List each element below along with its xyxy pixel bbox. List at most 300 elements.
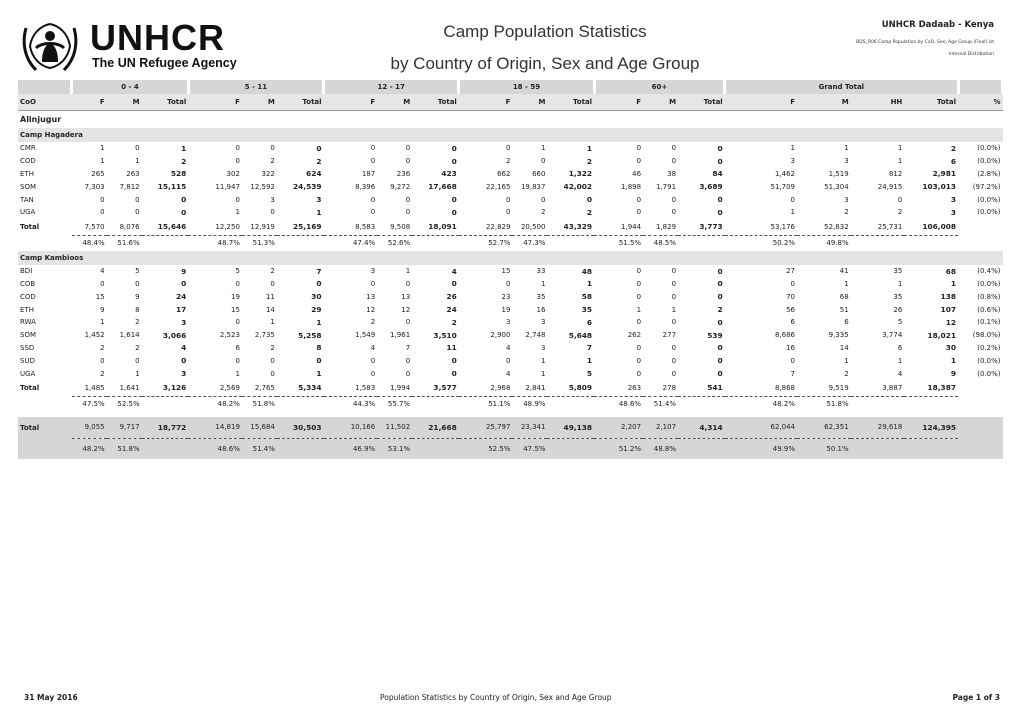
table-cell: 3,577 — [433, 383, 457, 393]
camp-header-row — [18, 128, 1003, 142]
table-cell: 35 — [581, 305, 593, 315]
column-label: M — [512, 94, 547, 111]
table-cell: 1 — [897, 279, 903, 288]
table-cell: 30 — [945, 343, 956, 353]
table-cell: 14,819 — [188, 417, 242, 439]
table-cell: 24 — [175, 292, 187, 302]
table-cell: 9 — [950, 369, 956, 379]
table-cell: 0 — [540, 157, 546, 166]
table-cell: 18,091 — [428, 222, 457, 232]
table-cell: 6 — [790, 318, 796, 327]
table-cell: 0 — [671, 343, 677, 352]
female-percent: 49.9% — [725, 438, 797, 459]
table-cell: (0.0%) — [977, 356, 1001, 365]
table-cell: 70 — [786, 292, 796, 301]
table-cell: 0 — [671, 195, 677, 204]
column-label: F — [324, 94, 378, 111]
table-cell: 0 — [135, 279, 140, 288]
table-cell: 38 — [667, 169, 677, 178]
table-cell: 46 — [632, 169, 642, 178]
table-cell: 2 — [451, 317, 457, 327]
table-cell: 236 — [396, 169, 411, 178]
table-cell — [142, 235, 189, 251]
age-group-label: 18 - 59 — [459, 80, 594, 94]
column-label: Total — [678, 94, 725, 111]
table-cell: 23,341 — [512, 417, 547, 439]
female-percent: 44.3% — [324, 396, 378, 412]
table-cell: 12 — [401, 305, 411, 314]
table-cell: 0 — [270, 208, 275, 217]
table-cell: 0 — [235, 195, 240, 204]
table-cell: 2 — [505, 157, 511, 166]
table-cell — [142, 438, 189, 459]
female-percent: 48.4% — [72, 235, 107, 251]
table-cell: 25,169 — [293, 222, 322, 232]
table-cell: 541 — [707, 383, 723, 393]
table-cell: 3 — [950, 207, 956, 217]
page-subtitle: by Country of Origin, Sex and Age Group — [390, 54, 700, 73]
table-cell: 5,258 — [298, 330, 322, 340]
table-cell: 0 — [671, 369, 677, 378]
table-cell: 0 — [451, 207, 457, 217]
table-cell: 1 — [540, 369, 546, 378]
table-cell: 1 — [950, 279, 956, 289]
table-cell: 1 — [135, 157, 140, 166]
female-percent: 51.2% — [594, 438, 643, 459]
table-cell: 41 — [839, 267, 849, 276]
table-cell: (0.0%) — [977, 369, 1001, 378]
table-cell: (0.0%) — [977, 208, 1001, 217]
column-label: M — [643, 94, 678, 111]
table-cell: 1 — [100, 318, 105, 327]
table-cell: 2,841 — [525, 383, 546, 392]
table-cell: 15,684 — [242, 417, 277, 439]
table-cell: 9,508 — [390, 222, 411, 231]
camp-name: Camp Kambioos — [18, 251, 1003, 265]
table-cell: 16 — [786, 343, 796, 352]
table-cell: 7,303 — [84, 182, 105, 191]
table-cell: 12 — [366, 305, 376, 314]
table-cell: 3 — [181, 317, 187, 327]
table-cell — [958, 396, 1003, 412]
table-cell: (97.2%) — [972, 182, 1001, 191]
table-cell: 8,868 — [774, 383, 796, 392]
table-cell: 124,395 — [904, 417, 958, 439]
column-header — [18, 94, 1003, 111]
column-label: F — [188, 94, 242, 111]
region-row — [18, 111, 1003, 129]
table-cell: 0 — [717, 343, 723, 353]
table-cell: 0 — [135, 144, 140, 153]
table-cell: 4 — [181, 343, 187, 353]
column-label: F — [459, 94, 513, 111]
table-cell: 0 — [717, 317, 723, 327]
age-group-label: 0 - 4 — [72, 80, 189, 94]
table-cell: 9,272 — [390, 182, 411, 191]
table-cell — [851, 438, 905, 459]
table-cell — [277, 235, 324, 251]
table-cell: 0 — [451, 195, 457, 205]
table-cell: 68 — [839, 292, 849, 301]
table-cell: 5,809 — [568, 383, 593, 393]
table-cell: 2 — [100, 369, 105, 378]
table-cell: 42,002 — [563, 182, 593, 192]
table-cell: 0 — [100, 208, 105, 217]
male-percent: 48.5% — [643, 235, 678, 251]
male-percent: 47.3% — [512, 235, 547, 251]
table-cell: 51,304 — [824, 182, 849, 191]
total-label: Total — [20, 384, 40, 393]
table-cell: 3 — [844, 157, 849, 166]
table-cell: 106,008 — [922, 222, 956, 232]
table-cell: 0 — [135, 208, 140, 217]
table-cell: 1 — [586, 143, 593, 153]
male-percent: 55.7% — [377, 396, 412, 412]
table-cell: 11 — [446, 343, 457, 353]
table-cell: 0 — [451, 156, 457, 166]
table-cell: 15 — [95, 292, 105, 301]
table-cell — [958, 380, 1003, 397]
column-label: M — [107, 94, 142, 111]
page-number: Page 1 of 3 — [952, 693, 1000, 702]
table-cell: 0 — [671, 267, 677, 276]
table-cell: 277 — [662, 331, 677, 340]
table-cell: 0 — [636, 157, 642, 166]
table-cell: (0.1%) — [977, 318, 1001, 327]
table-cell: 9 — [100, 305, 105, 314]
table-cell: 84 — [712, 169, 723, 179]
table-cell: 0 — [100, 279, 105, 288]
grand-total-row — [18, 417, 1003, 439]
table-cell: 8,076 — [119, 222, 140, 231]
table-cell: 2,107 — [643, 417, 678, 439]
age-group-header — [18, 80, 1003, 94]
table-cell: 0 — [235, 144, 240, 153]
table-cell: 1 — [405, 267, 411, 276]
male-percent: 52.6% — [377, 235, 412, 251]
table-cell: 0 — [671, 157, 677, 166]
column-label: F — [725, 94, 797, 111]
male-percent: 51.8% — [797, 396, 851, 412]
table-cell: 0 — [790, 195, 796, 204]
table-cell: 1 — [235, 369, 240, 378]
table-cell — [958, 417, 1003, 439]
column-label: Total — [142, 94, 189, 111]
female-percent: 47.4% — [324, 235, 378, 251]
report-date: 31 May 2016 — [24, 693, 78, 702]
column-label: M — [242, 94, 277, 111]
table-cell: 49,138 — [547, 417, 594, 439]
table-cell — [277, 396, 324, 412]
table-cell: 2 — [270, 267, 275, 276]
table-cell: 423 — [441, 169, 457, 179]
table-cell: 9,335 — [828, 331, 849, 340]
table-cell: 24,539 — [293, 182, 322, 192]
table-cell: 1,944 — [621, 222, 642, 231]
column-label: F — [72, 94, 107, 111]
table-cell: 0 — [505, 208, 511, 217]
table-cell: (2.8%) — [977, 169, 1001, 178]
camp-header-row — [18, 251, 1003, 265]
age-group-label: 5 - 11 — [188, 80, 323, 94]
table-cell: 23 — [501, 292, 511, 301]
table-cell: 539 — [707, 330, 723, 340]
table-cell: 2,981 — [932, 169, 956, 179]
table-cell: 1 — [316, 317, 322, 327]
table-cell: 53,176 — [770, 222, 796, 231]
table-cell: 0 — [636, 279, 642, 288]
table-cell: (98.0%) — [972, 331, 1001, 340]
table-cell: 21,668 — [412, 417, 459, 439]
table-cell: 9 — [181, 266, 187, 276]
table-cell: 52,832 — [824, 222, 849, 231]
table-cell: 0 — [505, 279, 511, 288]
table-cell: 26 — [893, 305, 903, 314]
table-cell: (0.0%) — [977, 144, 1001, 153]
table-cell: 1 — [100, 144, 105, 153]
table-row — [18, 155, 1003, 168]
country-code: COB — [20, 279, 36, 288]
male-percent: 49.8% — [797, 235, 851, 251]
table-cell: 1 — [844, 356, 849, 365]
table-cell: 0 — [717, 143, 723, 153]
table-cell: 1,452 — [84, 331, 105, 340]
table-cell: 0 — [405, 195, 411, 204]
age-group-label: Grand Total — [725, 80, 958, 94]
table-cell: 2,569 — [219, 383, 240, 392]
table-cell: 0 — [636, 195, 642, 204]
table-cell: 265 — [91, 169, 105, 178]
table-cell — [277, 438, 324, 459]
table-cell: 0 — [717, 195, 723, 205]
table-cell: 1 — [950, 356, 956, 366]
table-cell: 0 — [235, 279, 240, 288]
table-cell: 624 — [306, 169, 322, 179]
table-row — [18, 329, 1003, 342]
table-cell: 35 — [893, 267, 903, 276]
table-cell: 107 — [940, 305, 956, 315]
male-percent: 48.9% — [512, 396, 547, 412]
table-cell: 19,837 — [520, 182, 546, 191]
table-cell: 8 — [135, 305, 140, 314]
table-cell: 3 — [540, 343, 546, 352]
table-cell: 0 — [316, 279, 322, 289]
column-label: HH — [851, 94, 905, 111]
table-cell: 24,915 — [877, 182, 903, 191]
table-cell: 2 — [717, 305, 723, 315]
table-cell: 1 — [540, 279, 546, 288]
country-code: SSD — [20, 343, 35, 352]
table-cell: 22,829 — [485, 222, 511, 231]
table-cell: 0 — [451, 356, 457, 366]
age-group-label: 12 - 17 — [324, 80, 459, 94]
table-cell — [851, 235, 905, 251]
table-cell: 1 — [270, 318, 275, 327]
table-cell: 51,709 — [770, 182, 796, 191]
report-code: BDS_R06 Camp Population by CoO, Sex, Age Group (Final).lst — [856, 40, 994, 45]
table-cell: 17,668 — [428, 182, 457, 192]
grand-percent-row — [18, 438, 1003, 459]
table-cell: 1 — [100, 157, 105, 166]
table-cell: 1,583 — [355, 383, 376, 392]
table-row — [18, 303, 1003, 316]
table-cell: 660 — [532, 169, 546, 178]
table-cell: 3,510 — [433, 330, 457, 340]
table-row — [18, 354, 1003, 367]
table-cell: 4 — [505, 369, 511, 378]
table-cell: (0.6%) — [977, 305, 1001, 314]
table-cell: 5,648 — [568, 330, 593, 340]
table-cell: 19 — [501, 305, 511, 314]
table-cell — [851, 396, 905, 412]
table-cell: 103,013 — [922, 182, 956, 192]
table-cell: 0 — [636, 267, 642, 276]
table-cell: 187 — [361, 169, 376, 178]
country-code: UGA — [20, 208, 36, 217]
table-row — [18, 142, 1003, 155]
table-cell: 18,387 — [927, 383, 956, 393]
table-cell: 62,044 — [725, 417, 797, 439]
table-cell: 0 — [790, 279, 796, 288]
table-cell: 15 — [230, 305, 240, 314]
table-cell: 0 — [671, 356, 677, 365]
table-cell: 528 — [170, 169, 187, 179]
unhcr-emblem-icon — [20, 18, 80, 74]
table-cell: 7 — [790, 369, 796, 378]
table-cell: 2 — [844, 208, 849, 217]
table-cell: 3,774 — [882, 331, 903, 340]
table-cell — [678, 235, 725, 251]
table-cell: 58 — [581, 292, 593, 302]
table-cell: 7 — [316, 266, 322, 276]
table-row — [18, 180, 1003, 193]
table-cell: 0 — [181, 279, 187, 289]
table-cell: 6 — [897, 343, 903, 352]
table-cell — [547, 235, 594, 251]
table-cell: 1,829 — [656, 222, 677, 231]
table-cell: 2 — [135, 318, 140, 327]
distribution-note: Internal Distribution — [948, 52, 994, 57]
table-cell: 19 — [230, 292, 240, 301]
table-cell: 0 — [636, 144, 642, 153]
table-cell — [547, 396, 594, 412]
table-cell: 11,947 — [215, 182, 240, 191]
camp-percent-row — [18, 235, 1003, 251]
table-row — [18, 316, 1003, 329]
table-cell: 0 — [451, 143, 457, 153]
table-cell: 5 — [897, 318, 903, 327]
table-cell: 35 — [536, 292, 546, 301]
table-cell: 1,519 — [828, 169, 849, 178]
country-code: SOM — [20, 182, 36, 191]
table-cell: 1 — [316, 369, 322, 379]
table-cell: 7 — [405, 343, 411, 352]
brand-name: UNHCR — [90, 17, 225, 58]
table-cell: 0 — [505, 356, 511, 365]
table-cell: 812 — [888, 169, 903, 178]
table-cell: 18,021 — [927, 330, 956, 340]
table-cell: 29,618 — [851, 417, 905, 439]
table-cell: 2 — [135, 343, 140, 352]
table-cell: 0 — [717, 266, 723, 276]
table-cell: 0 — [897, 195, 903, 204]
table-cell: 3 — [181, 369, 187, 379]
table-cell: 25,731 — [877, 222, 903, 231]
table-cell: 0 — [671, 144, 677, 153]
country-code: UGA — [20, 369, 36, 378]
header-spacer — [18, 80, 72, 94]
table-cell: 0 — [405, 144, 411, 153]
page-title: Camp Population Statistics — [443, 22, 647, 41]
table-cell: 7,570 — [84, 222, 105, 231]
female-percent: 48.2% — [725, 396, 797, 412]
table-cell: 0 — [586, 195, 593, 205]
table-cell: 1,961 — [390, 331, 411, 340]
table-cell: 35 — [893, 292, 903, 301]
table-cell: 0 — [717, 356, 723, 366]
table-cell: 25,797 — [459, 417, 513, 439]
table-cell: 3 — [790, 157, 796, 166]
camp-name: Camp Hagadera — [18, 128, 1003, 142]
table-cell: 0 — [636, 343, 642, 352]
table-cell: 0 — [316, 356, 322, 366]
female-percent: 48.7% — [188, 235, 242, 251]
table-cell: 24 — [446, 305, 457, 315]
table-cell: 6 — [844, 318, 849, 327]
table-cell: 1,549 — [355, 331, 376, 340]
female-percent: 48.6% — [594, 396, 643, 412]
table-cell: 2 — [950, 143, 956, 153]
male-percent: 50.1% — [797, 438, 851, 459]
table-cell: 0 — [717, 369, 723, 379]
table-cell — [412, 438, 459, 459]
table-cell: 1,485 — [84, 383, 105, 392]
table-cell: 12,919 — [250, 222, 275, 231]
table-cell: 1 — [897, 157, 903, 166]
table-cell: 2,765 — [254, 383, 275, 392]
table-cell: 2,748 — [525, 331, 546, 340]
table-cell: 0 — [370, 356, 376, 365]
table-cell: 7 — [586, 343, 593, 353]
male-percent: 51.3% — [242, 235, 277, 251]
table-cell: 0 — [671, 292, 677, 301]
table-cell: 0 — [636, 369, 642, 378]
table-cell: (0.0%) — [977, 279, 1001, 288]
table-cell: 1,994 — [390, 383, 411, 392]
table-row — [18, 367, 1003, 380]
table-cell: 8,686 — [774, 331, 796, 340]
table-cell: 4 — [370, 343, 376, 352]
table-cell: 0 — [405, 318, 411, 327]
table-cell: 263 — [126, 169, 140, 178]
table-cell: 1 — [540, 356, 546, 365]
table-cell: 0 — [717, 292, 723, 302]
female-percent: 51.5% — [594, 235, 643, 251]
table-cell: 1 — [586, 279, 593, 289]
office-name: UNHCR Dadaab - Kenya — [881, 20, 994, 30]
table-cell: 2 — [897, 208, 903, 217]
country-code: SUD — [20, 356, 35, 365]
table-cell: 27 — [786, 267, 796, 276]
table-cell: 2 — [844, 369, 849, 378]
table-cell: 15,115 — [157, 182, 187, 192]
table-cell: 3 — [950, 195, 956, 205]
column-label: Total — [277, 94, 324, 111]
female-percent: 50.2% — [725, 235, 797, 251]
table-cell: 0 — [405, 208, 411, 217]
table-cell: 0 — [671, 208, 677, 217]
table-cell: 12 — [945, 317, 956, 327]
